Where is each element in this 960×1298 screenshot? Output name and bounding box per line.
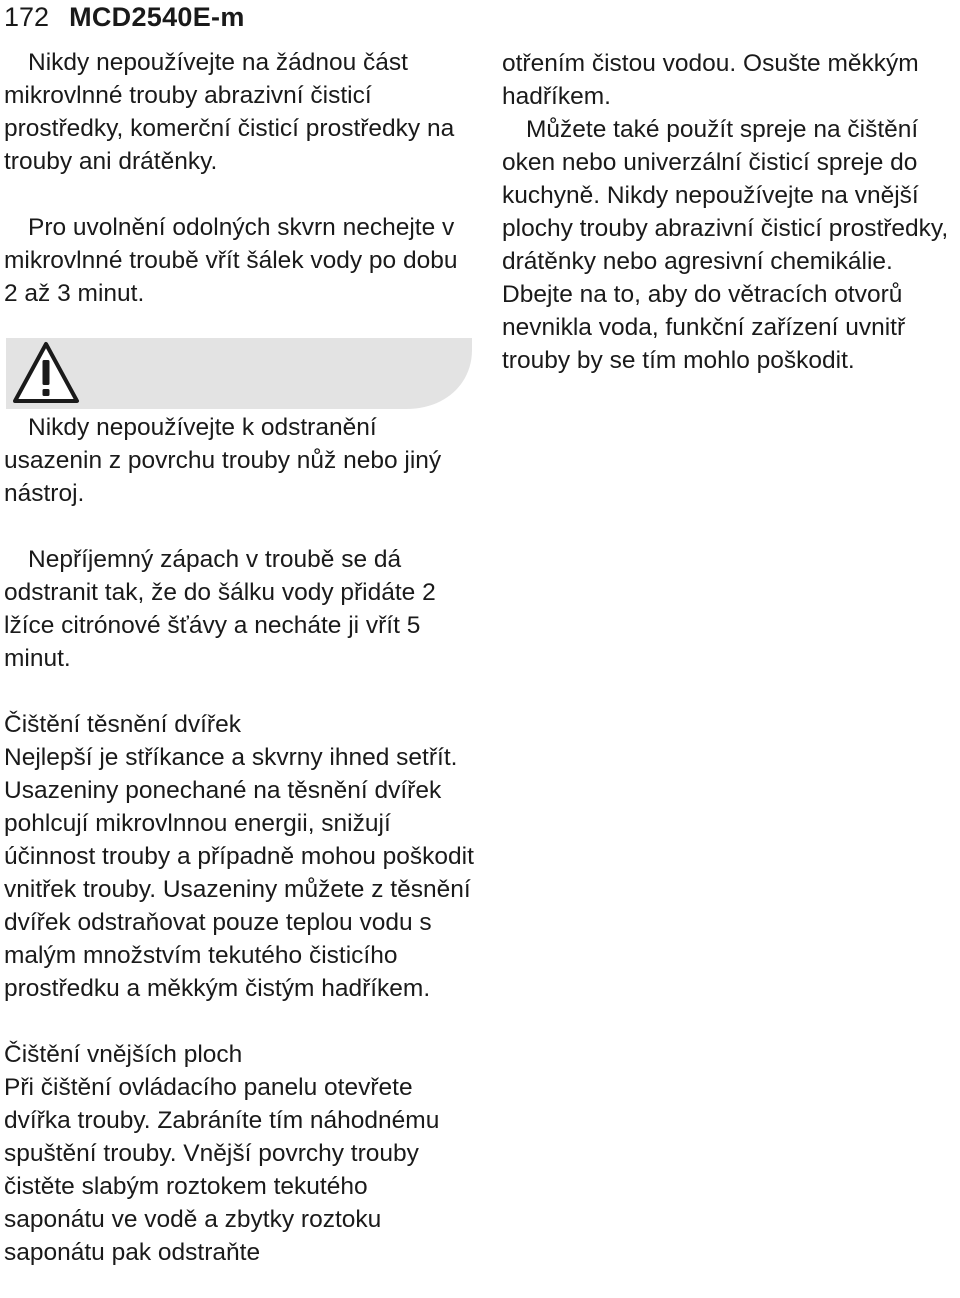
paragraph-exterior: Při čištění ovládacího panelu otevřete dvířka trouby. Zabráníte tím náhodnému spuštění trouby. Vnější povrchy trouby čistěte slabým roztokem tekutého saponátu ve vodě a zbytky roztoku saponátu pak odstraňte [4,1074,440,1266]
right-column [502,47,960,377]
left-column-bottom [4,411,474,1269]
heading-exterior-cleaning: Čištění vnějších ploch [4,1041,243,1068]
warning-text: Nikdy nepoužívejte k odstranění usazenin z povrchu trouby nůž nebo jiný nástroj. [4,414,442,507]
paragraph-boil-water: Pro uvolnění odolných skvrn nechejte v mikrovlnné troubě vřít šálek vody po dobu 2 až 3 minut. [4,214,458,307]
paragraph-rinse: otřením čistou vodou. Osušte měkkým hadříkem. [502,50,919,110]
page-number: 172 [4,2,50,32]
warning-band-shape [6,338,472,409]
page-header [4,0,245,34]
left-column-top [4,46,474,310]
model-name: MCD2540E-m [69,2,245,32]
paragraph-sprays: Můžete také použít spreje na čištění oken nebo univerzální čisticí spreje do kuchyně. Nikdy nepoužívejte na vnější plochy trouby abrazivní čisticí prostředky, drátěnky nebo agresivní chemikálie. Dbejte na to, aby do větracích otvorů nevnikla voda, funkční zařízení uvnitř trouby by se tím mohlo poškodit. [502,116,949,374]
heading-door-seal-cleaning: Čištění těsnění dvířek [4,711,241,738]
warning-banner [6,338,472,409]
paragraph-door-seal: Nejlepší je stříkance a skvrny ihned setřít. Usazeniny ponechané na těsnění dvířek pohlcují mikrovlnnou energii, snižují účinnost trouby a případně mohou poškodit vnitřek trouby. Usazeniny můžete z těsnění dvířek odstraňovat pouze teplou vodu s malým množstvím tekutého čisticího prostředku a měkkým čistým hadříkem. [4,744,474,1002]
paragraph-abrasive-warning: Nikdy nepoužívejte na žádnou část mikrovlnné trouby abrazivní čisticí prostředky, komerční čisticí prostředky na trouby ani drátěnky. [4,49,455,175]
paragraph-odor: Nepříjemný zápach v troubě se dá odstranit tak, že do šálku vody přidáte 2 lžíce citrónové šťávy a necháte ji vřít 5 minut. [4,546,436,672]
